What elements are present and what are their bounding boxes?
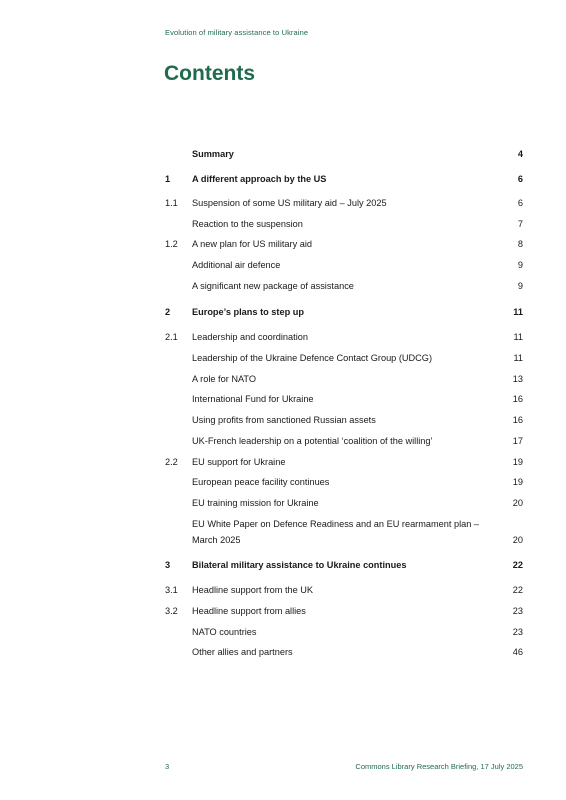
toc-entry-title: Leadership and coordination [192,332,308,342]
toc-entry-page: 16 [512,394,523,404]
toc-entry-title: Headline support from the UK [192,585,314,595]
toc-entry-number: 1.2 [165,239,178,249]
toc-entry-title: Additional air defence [192,260,281,270]
toc-entry-title: A significant new package of assistance [192,281,354,291]
toc-entry-title: Other allies and partners [192,647,293,657]
toc-entry-title: A new plan for US military aid [192,239,312,249]
footer-publication: Commons Library Research Briefing, 17 July 2025 [355,762,523,771]
toc-entry-page: 22 [512,585,523,595]
toc-entry-number: 2 [165,307,171,317]
toc-entry-title: Suspension of some US military aid – July 2025 [192,198,387,208]
toc-entry-title: UK-French leadership on a potential ‘coalition of the willing’ [192,436,433,446]
toc-entry-page: 6 [517,198,523,208]
toc-entry-page: 23 [512,606,523,616]
toc-entry-page: 11 [513,332,523,342]
toc-entry-page: 11 [513,307,523,317]
toc-entry-page: 11 [513,353,523,363]
toc-entry-page: 13 [512,374,523,384]
toc-entry-page: 8 [517,239,523,249]
toc-entry-number: 2.1 [165,332,178,342]
toc-entry-title: A different approach by the US [192,174,327,184]
footer-page-number: 3 [165,762,170,771]
toc-entry-title: Bilateral military assistance to Ukraine continues [192,560,407,570]
toc-entry-number: 3.1 [165,585,178,595]
toc-entry-title: EU White Paper on Defence Readiness and an EU rearmament plan – March 2025 [192,519,480,545]
running-header: Evolution of military assistance to Ukraine [165,28,309,37]
toc-entry-title: A role for NATO [192,374,256,384]
toc-entry-page: 9 [517,260,523,270]
toc-entry-page: 9 [517,281,523,291]
toc-entry-title: NATO countries [192,627,257,637]
toc-entry-page: 7 [517,219,523,229]
toc-entry-page: 19 [512,457,523,467]
toc-entry-title: International Fund for Ukraine [192,394,314,404]
toc-entry-page: 46 [512,647,523,657]
toc-entry-page: 22 [512,560,523,570]
toc-entry-number: 1.1 [165,198,178,208]
toc-entry-number: 3 [165,560,171,570]
toc-entry-title: Europe’s plans to step up [192,307,304,317]
toc-entry-page: 17 [512,436,523,446]
toc-entry-page: 23 [512,627,523,637]
page-title: Contents [164,62,255,85]
toc-entry-title: EU support for Ukraine [192,457,286,467]
toc-entry-page: 4 [517,149,523,159]
toc-entry-title: Summary [192,149,234,159]
toc-entry-page: 19 [512,477,523,487]
toc-entry-title: European peace facility continues [192,477,330,487]
toc-entry-title: EU training mission for Ukraine [192,498,319,508]
toc-entry-title: Using profits from sanctioned Russian assets [192,415,376,425]
toc-entry-number: 3.2 [165,606,178,616]
toc-entry-page: 16 [512,415,523,425]
toc-entry-number: 1 [165,174,171,184]
toc-entry-page: 20 [512,498,523,508]
toc-entry-title: Reaction to the suspension [192,219,303,229]
toc-entry-page: 20 [512,535,523,545]
toc-entry-title: Headline support from allies [192,606,306,616]
toc-entry-title: Leadership of the Ukraine Defence Contact Group (UDCG) [192,353,433,363]
toc-entry-page: 6 [517,174,523,184]
toc-entry-number: 2.2 [165,457,178,467]
